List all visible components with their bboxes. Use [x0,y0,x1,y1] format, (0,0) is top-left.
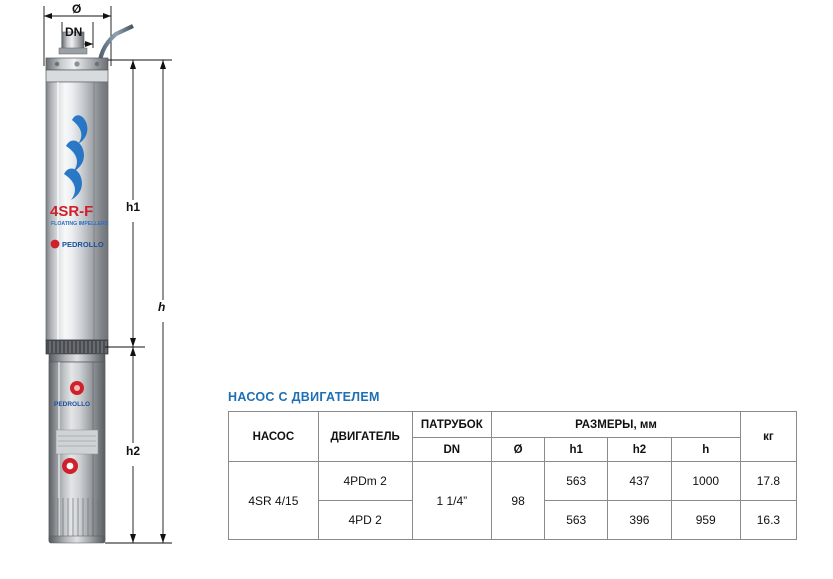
header-diameter: Ø [492,438,545,462]
header-port: ПАТРУБОК [412,412,492,438]
cell-motor-model: 4PD 2 [318,501,412,540]
pump-motor-spec-table [228,411,797,540]
label-h: h [158,300,166,314]
cell-pump-model: 4SR 4/15 [229,462,319,540]
header-sizes: РАЗМЕРЫ, мм [492,412,741,438]
cell-motor-model: 4PDm 2 [318,462,412,501]
pump-technical-drawing [0,0,230,574]
suction-screen [46,340,108,354]
header-h2: h2 [608,438,671,462]
cell-dn: 1 1/4” [412,462,492,540]
svg-text:PEDROLLO: PEDROLLO [54,401,91,408]
cell-h: 959 [671,501,740,540]
label-dn: DN [65,25,83,39]
cell-weight: 16.3 [740,501,796,540]
label-diameter: Ø [72,2,82,16]
label-h1: h1 [126,200,141,214]
table-title: НАСОС С ДВИГАТЕЛЕМ [228,390,380,404]
motor-coupling [49,354,105,362]
motor-end-cap [49,536,105,543]
header-weight: кг [740,412,796,462]
label-h2: h2 [126,444,141,458]
spec-table-section [228,390,808,540]
motor-nameplate [56,430,98,454]
header-h1: h1 [545,438,608,462]
pump-drawing-svg [0,0,230,574]
svg-text:PEDROLLO: PEDROLLO [62,240,104,249]
cell-diameter: 98 [492,462,545,540]
pump-model-text: 4SR-F [50,203,94,220]
header-dn: DN [412,438,492,462]
cell-h2: 396 [608,501,671,540]
cell-h2: 437 [608,462,671,501]
cell-h1: 563 [545,462,608,501]
cell-h: 1000 [671,462,740,501]
cell-h1: 563 [545,501,608,540]
header-pump: НАСОС [229,412,319,462]
table-row [229,462,797,501]
header-h: h [671,438,740,462]
pump-series-text: FLOATING IMPELLERS [51,221,109,227]
header-motor: ДВИГАТЕЛЬ [318,412,412,462]
cell-weight: 17.8 [740,462,796,501]
